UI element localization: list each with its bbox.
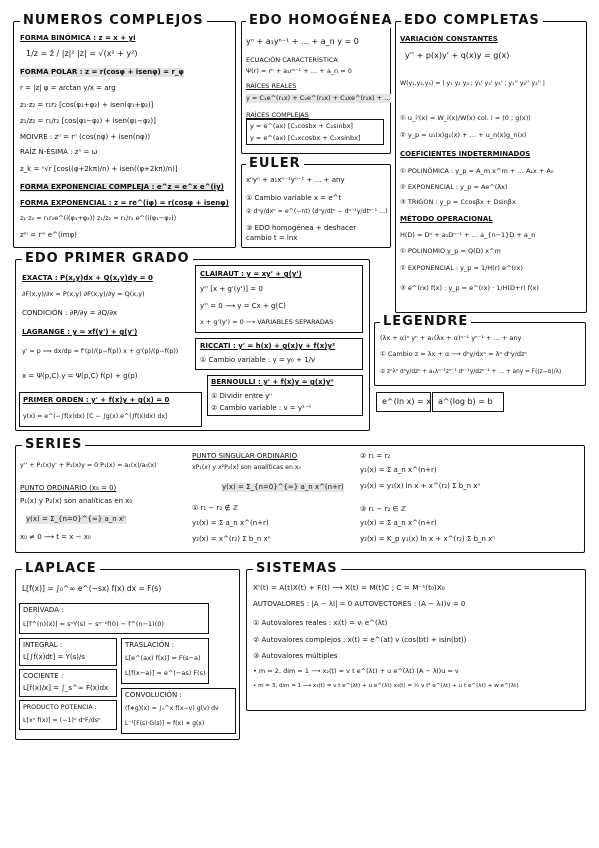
complejos-line: z₁·z₂ = r₁r₂e^(i(φ₁+φ₂)) z₁/z₂ = r₁/r₂ e^(i(φ₁−φ₂)) (20, 214, 177, 222)
laplace-derivada-formula: L[f^(n)(x)] = sⁿY(s) − sⁿ⁻¹f(0) − f^(n−1)(0) (23, 620, 164, 628)
series-line: y'' + P₁(x)y' + P₂(x)y = 0 P₁(x) = a₁(x)/a₀(x) (20, 462, 157, 469)
primer-grado-title: EDO PRIMER GRADO (22, 252, 193, 266)
euler-line: xⁿyⁿ + a₁xⁿ⁻¹yⁿ⁻¹ + … + any (246, 176, 345, 184)
riccati-line: ① Cambio variable : y = y₀ + 1/v (200, 356, 316, 364)
series-line: y₂(x) = y₁(x) ln x + x^(r₂) Σ b_n xⁿ (360, 482, 481, 490)
sistemas-line: • m = 3, dim = 1 ⟶ x₃(t) = v t e^(λt) + u e^(λt) x₃(t) = ½ v t² e^(λt) + u t e^(λt) + w e^(λt) (253, 683, 519, 689)
completas-line: W(y₁,y₂,y₃) = | y₁ y₂ y₃ ; y₁' y₂' y₃' ; y₁'' y₂'' y₃'' | (400, 80, 545, 87)
series-line: y(x) = Σ_{n=0}^{∞} a_n xⁿ (26, 515, 126, 523)
laplace-integral-label: INTEGRAL : (23, 641, 63, 649)
series-line: PUNTO SINGULAR ORDINARIO (192, 452, 298, 460)
completas-line: ② EXPONENCIAL : y_p = 1/H(r) e^(rx) (400, 264, 523, 272)
series-title: SERIES (22, 438, 85, 452)
legendre-line: ② zⁿλⁿ dⁿy/dzⁿ + a₁λⁿ⁻¹zⁿ⁻¹ dⁿ⁻¹y/dzⁿ⁻¹ + … + any = F((z−α)/λ) (380, 369, 562, 375)
laplace-cociente-label: COCIENTE : (23, 672, 64, 680)
euler-line: cambio t = lnx (246, 234, 298, 242)
complejos-line: FORMA EXPONENCIAL : z = re^(iφ) = r(cosφ + isenφ) (20, 199, 229, 207)
homogenea-line: yⁿ + a₁yⁿ⁻¹ + … + a_n y = 0 (246, 37, 359, 46)
laplace-producto-label: PRODUCTO POTENCIA : (23, 704, 97, 711)
complejos-line: 1/z = z̄ / |z|² |z| = √(x² + y²) (26, 49, 138, 58)
primer-orden-line: y(x) = e^(−∫f(x)dx) [C − ∫g(x) e^(∫f(x)dx) dx] (23, 413, 168, 420)
sistemas-line: X'(t) = A(t)X(t) + F(t) ⟶ X(t) = M(t)C ; C = M⁻¹(t₀)X₀ (253, 583, 445, 592)
lagrange-line: LAGRANGE : y = xf(y') + g(y') (22, 328, 138, 336)
series-line: y(x) = Σ_{n=0}^{∞} a_n x^(n+r) (222, 483, 344, 491)
complejos-title: NUMEROS COMPLEJOS (20, 14, 207, 28)
series-line: xP₁(x) y x²P₂(x) son analíticas en x₀ (192, 464, 301, 471)
primer-orden-line: PRIMER ORDEN : y' + f(x)y + g(x) = 0 (23, 396, 170, 404)
sistemas-line: ③ Autovalores múltiples (253, 652, 338, 660)
complejos-line: zᵐ = rᵐ e^(imφ) (20, 231, 77, 239)
complejos-line: FORMA BINÓMICA : z = x + yi (20, 34, 136, 42)
complejos-line: FORMA POLAR : z = r(cosφ + isenφ) = r_φ (20, 68, 184, 76)
lagrange-line: x = Ψ(p,C) y = Ψ(p,C) f(p) + g(p) (22, 372, 138, 380)
exacta-line: ∂F(x,y)/∂x = P(x,y) ∂F(x,y)/∂y = Q(x,y) (22, 290, 145, 298)
homogenea-line: ECUACIÓN CARACTERÍSTICA (246, 56, 338, 64)
bernoulli-line: BERNOULLI : y' + f(x)y = g(x)yⁿ (211, 378, 334, 386)
homogenea-line: Ψ(r) = rⁿ + a₁rⁿ⁻¹ + … + a_n = 0 (246, 67, 352, 75)
laplace-producto-formula: L[xⁿ f(x)] = (−1)ⁿ dⁿF/dsⁿ (23, 717, 101, 724)
sistemas-line: • m = 2, dim = 1 ⟶ x₂(t) = v t e^(λt) + u e^(λt) (A − λI)u = v (253, 667, 459, 675)
series-line: P₁(x) y P₂(x) son analíticas en x₀ (20, 497, 133, 505)
series-line: y₁(x) = Σ a_n x^(n+r) (360, 466, 437, 474)
lagrange-line: y' = p ⟹ dx/dp = f'(p)/(p−f(p)) x + g'(p)/(p−f(p)) (22, 348, 179, 355)
homogenea-line: y = e^(ax) [C₁xcosbx + C₂xsinbx] (250, 134, 361, 142)
complejos-line: MOIVRE : zⁿ = rⁿ (cos(nφ) + isen(nφ)) (20, 133, 151, 141)
series-line: ② r₁ = r₂ (360, 452, 391, 460)
laplace-convolucion-formula: L⁻¹[F(s)·G(s)] = f(x) ∗ g(x) (125, 720, 205, 727)
completas-line: ① u_i'(x) = W_i(x)/W(x) col. i = (0 ; g(x)) (400, 114, 531, 122)
homogenea-title: EDO HOMOGÉNEA (246, 14, 396, 28)
homogenea-line: y = C₁e^(r₁x) + C₂e^(r₂x) + C₃xe^(r₂x) + … (246, 94, 391, 102)
bernoulli-line: ① Dividir entre yⁿ (211, 392, 273, 400)
laplace-def: L[f(x)] = ∫₀^∞ e^(−sx) f(x) dx = F(s) (22, 584, 162, 593)
completas-line: ① POLINOMIO y_p = Q(D) x^m (400, 247, 501, 255)
identity-exp: e^(ln x) = x (382, 397, 431, 406)
completas-line: H(D) = Dⁿ + a₁Dⁿ⁻¹ + … a_{n−1}D + a_n (400, 231, 536, 239)
laplace-derivada-label: DERIVADA : (23, 606, 64, 614)
homogenea-line: RAÍCES COMPLEJAS (246, 111, 309, 119)
complejos-line: FORMA EXPONENCIAL COMPLEJA : e^z = e^x e^(iy) (20, 183, 224, 191)
clairaut-line: y'' = 0 ⟶ y = Cx + g(C) (200, 302, 286, 310)
legendre-title: LEGENDRE (380, 315, 471, 329)
sistemas-title: SISTEMAS (253, 562, 341, 576)
completas-line: MÉTODO OPERACIONAL (400, 215, 493, 223)
complejos-line: RAÍZ N-ÉSIMA : zⁿ = ω (20, 148, 98, 156)
identity-log: a^(log b) = b (438, 397, 493, 406)
sistemas-line: AUTOVALORES : |A − λI| = 0 AUTOVECTORES : (A − λᵢI)v = 0 (253, 600, 466, 608)
clairaut-line: x + g'(y') = 0 ⟶ VARIABLES SEPARADAS (200, 318, 334, 326)
clairaut-line: y'' [x + g'(y')] = 0 (200, 285, 263, 293)
laplace-traslacion-label: TRASLACIÓN : (125, 641, 175, 649)
bernoulli-line: ② Cambio variable : v = y¹⁻ⁿ (211, 404, 312, 412)
legendre-line: ① Cambio z = λx + α ⟶ dⁿy/dxⁿ = λⁿ dⁿy/dzⁿ (380, 350, 527, 358)
completas-line: y'' + p(x)y' + q(x)y = g(x) (405, 51, 510, 60)
laplace-convolucion-formula: (f∗g)(x) = ∫₀^x f(x−v) g(v) dv (125, 705, 219, 712)
laplace-traslacion-formula: L[e^(ax) f(x)] = F(s−a) (125, 654, 201, 662)
series-line: x₀ ≠ 0 ⟶ t = x − x₀ (20, 533, 91, 541)
series-line: y₂(x) = x^(r₂) Σ b_n xⁿ (192, 535, 271, 543)
laplace-convolucion-label: CONVOLUCIÓN : (125, 691, 182, 699)
completas-title: EDO COMPLETAS (401, 14, 543, 28)
complejos-line: z₁·z₂ = r₁r₂ [cos(φ₁+φ₂) + isen(φ₁+φ₂)] (20, 101, 154, 109)
complejos-line: z_k = ⁿ√r [cos((φ+2kπ)/n) + isen((φ+2kπ)/n)] (20, 165, 178, 173)
series-line: y₁(x) = Σ a_n x^(n+r) (192, 519, 269, 527)
complejos-line: r = |z| φ = arctan y/x = arg (20, 84, 116, 92)
laplace-cociente-formula: L[f(x)/x] = ∫_s^∞ F(x)dx (23, 684, 109, 692)
homogenea-line: RAÍCES REALES (246, 82, 297, 90)
exacta-line: EXACTA : P(x,y)dx + Q(x,y)dy = 0 (22, 274, 153, 282)
completas-line: VARIACIÓN CONSTANTES (400, 35, 498, 43)
euler-line: ① Cambio variable x = e^t (246, 194, 342, 202)
completas-line: ③ TRIGON : y_p = Ccosβx + Dsinβx (400, 198, 516, 206)
riccati-line: RICCATI : y' = h(x) + g(x)y + f(x)y² (200, 342, 336, 350)
series-line: PUNTO ORDINARIO (x₀ = 0) (20, 484, 117, 492)
laplace-traslacion-formula: L[f(x−a)] = e^(−as) F(s) (125, 669, 206, 677)
legendre-line: (λx + α)ⁿ yⁿ + a₁(λx + α)ⁿ⁻¹ yⁿ⁻¹ + … + any (380, 334, 522, 342)
euler-title: EULER (246, 157, 304, 171)
series-line: y₂(x) = K_p y₁(x) ln x + x^(r₂) Σ b_n xⁿ (360, 535, 496, 543)
exacta-line: CONDICIÓN : ∂P/∂y = ∂Q/∂x (22, 309, 118, 317)
clairaut-line: CLAIRAUT : y = xy' + g(y') (200, 270, 302, 278)
sistemas-line: ② Autovalores complejos : x(t) = e^(at) v (cos(bt) + isin(bt)) (253, 636, 467, 644)
series-line: ③ r₁ − r₂ ∈ ℤ (360, 505, 406, 513)
completas-line: ① POLINÓMICA : y_p = A_m x^m + … A₁x + A₀ (400, 167, 554, 175)
euler-line: ③ EDO homogénea + deshacer (246, 224, 357, 232)
series-line: y₁(x) = Σ a_n x^(n+r) (360, 519, 437, 527)
completas-line: COEFICIENTES INDETERMINADOS (400, 150, 531, 158)
complejos-line: z₁/z₂ = r₁/r₂ [cos(φ₁−φ₂) + isen(φ₁−φ₂)] (20, 117, 156, 125)
completas-line: ③ e^(rx) f(x) : y_p = e^(rx) · 1/H(D+r) f(x) (400, 284, 539, 292)
sistemas-line: ① Autovalores reales : xᵢ(t) = vᵢ e^(λt) (253, 619, 388, 627)
homogenea-line: y = e^(ax) [C₁cosbx + C₂sinbx] (250, 122, 353, 130)
completas-line: ② EXPONENCIAL : y_p = Ae^(λx) (400, 183, 508, 191)
completas-line: ② y_p = u₁(x)g₁(x) + … + u_n(x)g_n(x) (400, 131, 527, 139)
euler-line: ② dⁿy/dxⁿ = e^(−nt) (dⁿy/dtⁿ − dⁿ⁻¹y/dtⁿ⁻¹ …) (246, 208, 388, 215)
laplace-title: LAPLACE (22, 562, 100, 576)
laplace-integral-formula: L[∫f(x)dt] = Y(s)/s (23, 653, 85, 661)
series-line: ① r₁ − r₂ ∉ ℤ (192, 504, 238, 512)
